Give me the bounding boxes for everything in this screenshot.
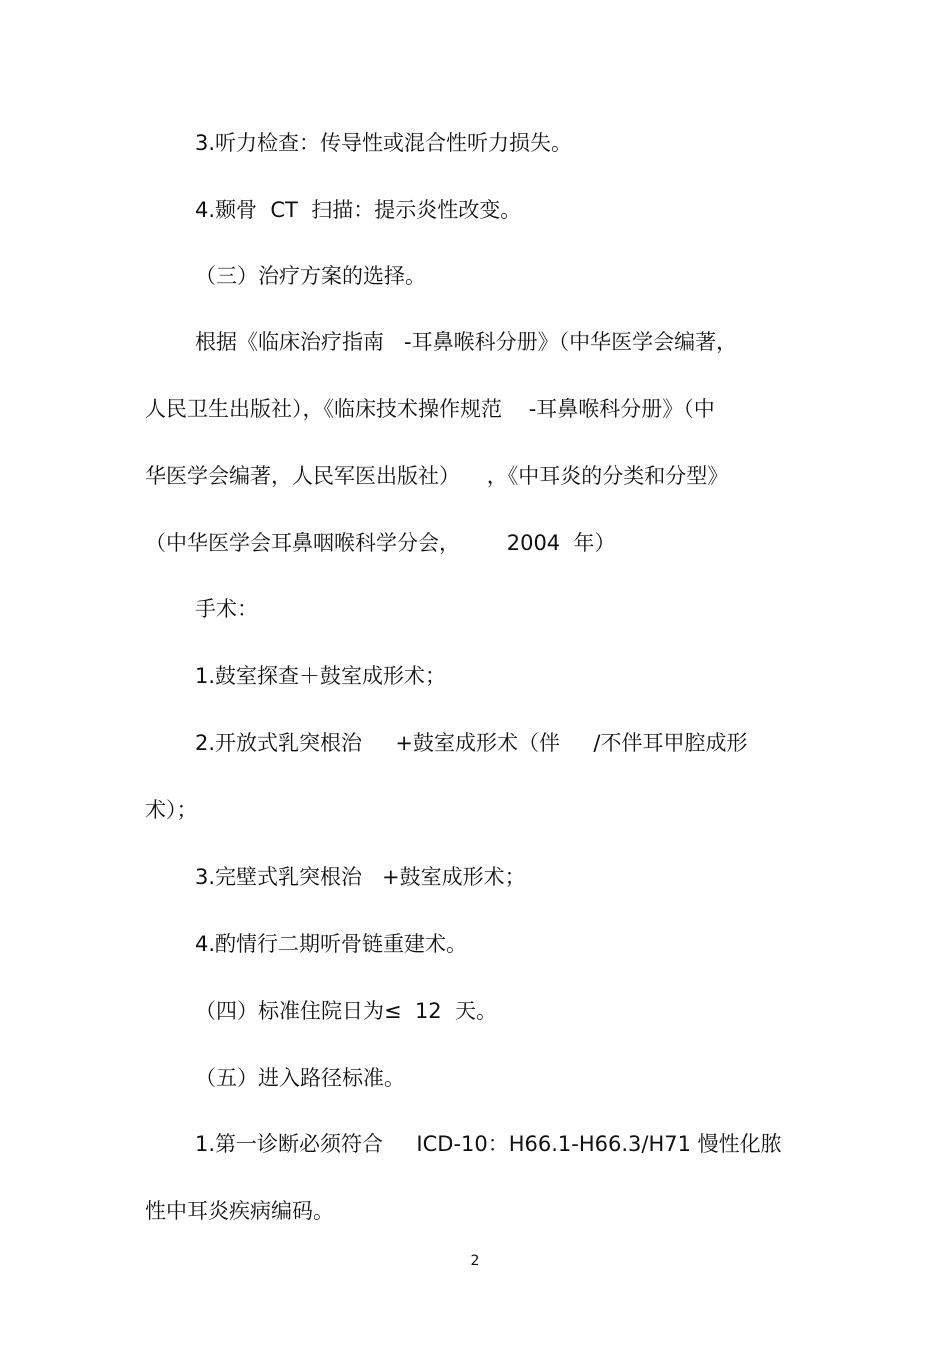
paragraph-line: 手术： <box>195 597 258 621</box>
paragraph-line: 3.听力检查：传导性或混合性听力损失。 <box>195 131 573 155</box>
paragraph-line: 根据《临床治疗指南 -耳鼻喉科分册》（中华医学会编著， <box>195 330 738 354</box>
list-item: 1.鼓室探查＋鼓室成形术； <box>195 664 447 688</box>
list-item: 4.酌情行二期听骨链重建术。 <box>195 932 468 956</box>
list-item-continuation: 术）； <box>145 798 198 822</box>
section-heading: （四）标准住院日为≤ 12 天。 <box>195 999 498 1023</box>
list-item: 2.开放式乳突根治 +鼓室成形术（伴 /不伴耳甲腔成形 <box>195 731 748 755</box>
list-item: 1.第一诊断必须符合 ICD-10：H66.1-H66.3/H71 慢性化脓 <box>195 1132 782 1156</box>
section-heading: （五）进入路径标准。 <box>195 1066 405 1090</box>
page-number: 2 <box>470 1253 480 1269</box>
list-item: 3.完壁式乳突根治 +鼓室成形术； <box>195 865 526 889</box>
paragraph-line: 华医学会编著，人民军医出版社） ，《中耳炎的分类和分型》 <box>145 464 729 488</box>
paragraph-line: 人民卫生出版社），《临床技术操作规范 -耳鼻喉科分册》（中 <box>145 397 715 421</box>
section-heading: （三）治疗方案的选择。 <box>195 264 426 288</box>
list-item-continuation: 性中耳炎疾病编码。 <box>145 1199 334 1223</box>
paragraph-line: 4.颞骨 CT 扫描：提示炎性改变。 <box>195 198 522 222</box>
paragraph-line: （中华医学会耳鼻咽喉科学分会， 2004 年） <box>145 531 616 555</box>
